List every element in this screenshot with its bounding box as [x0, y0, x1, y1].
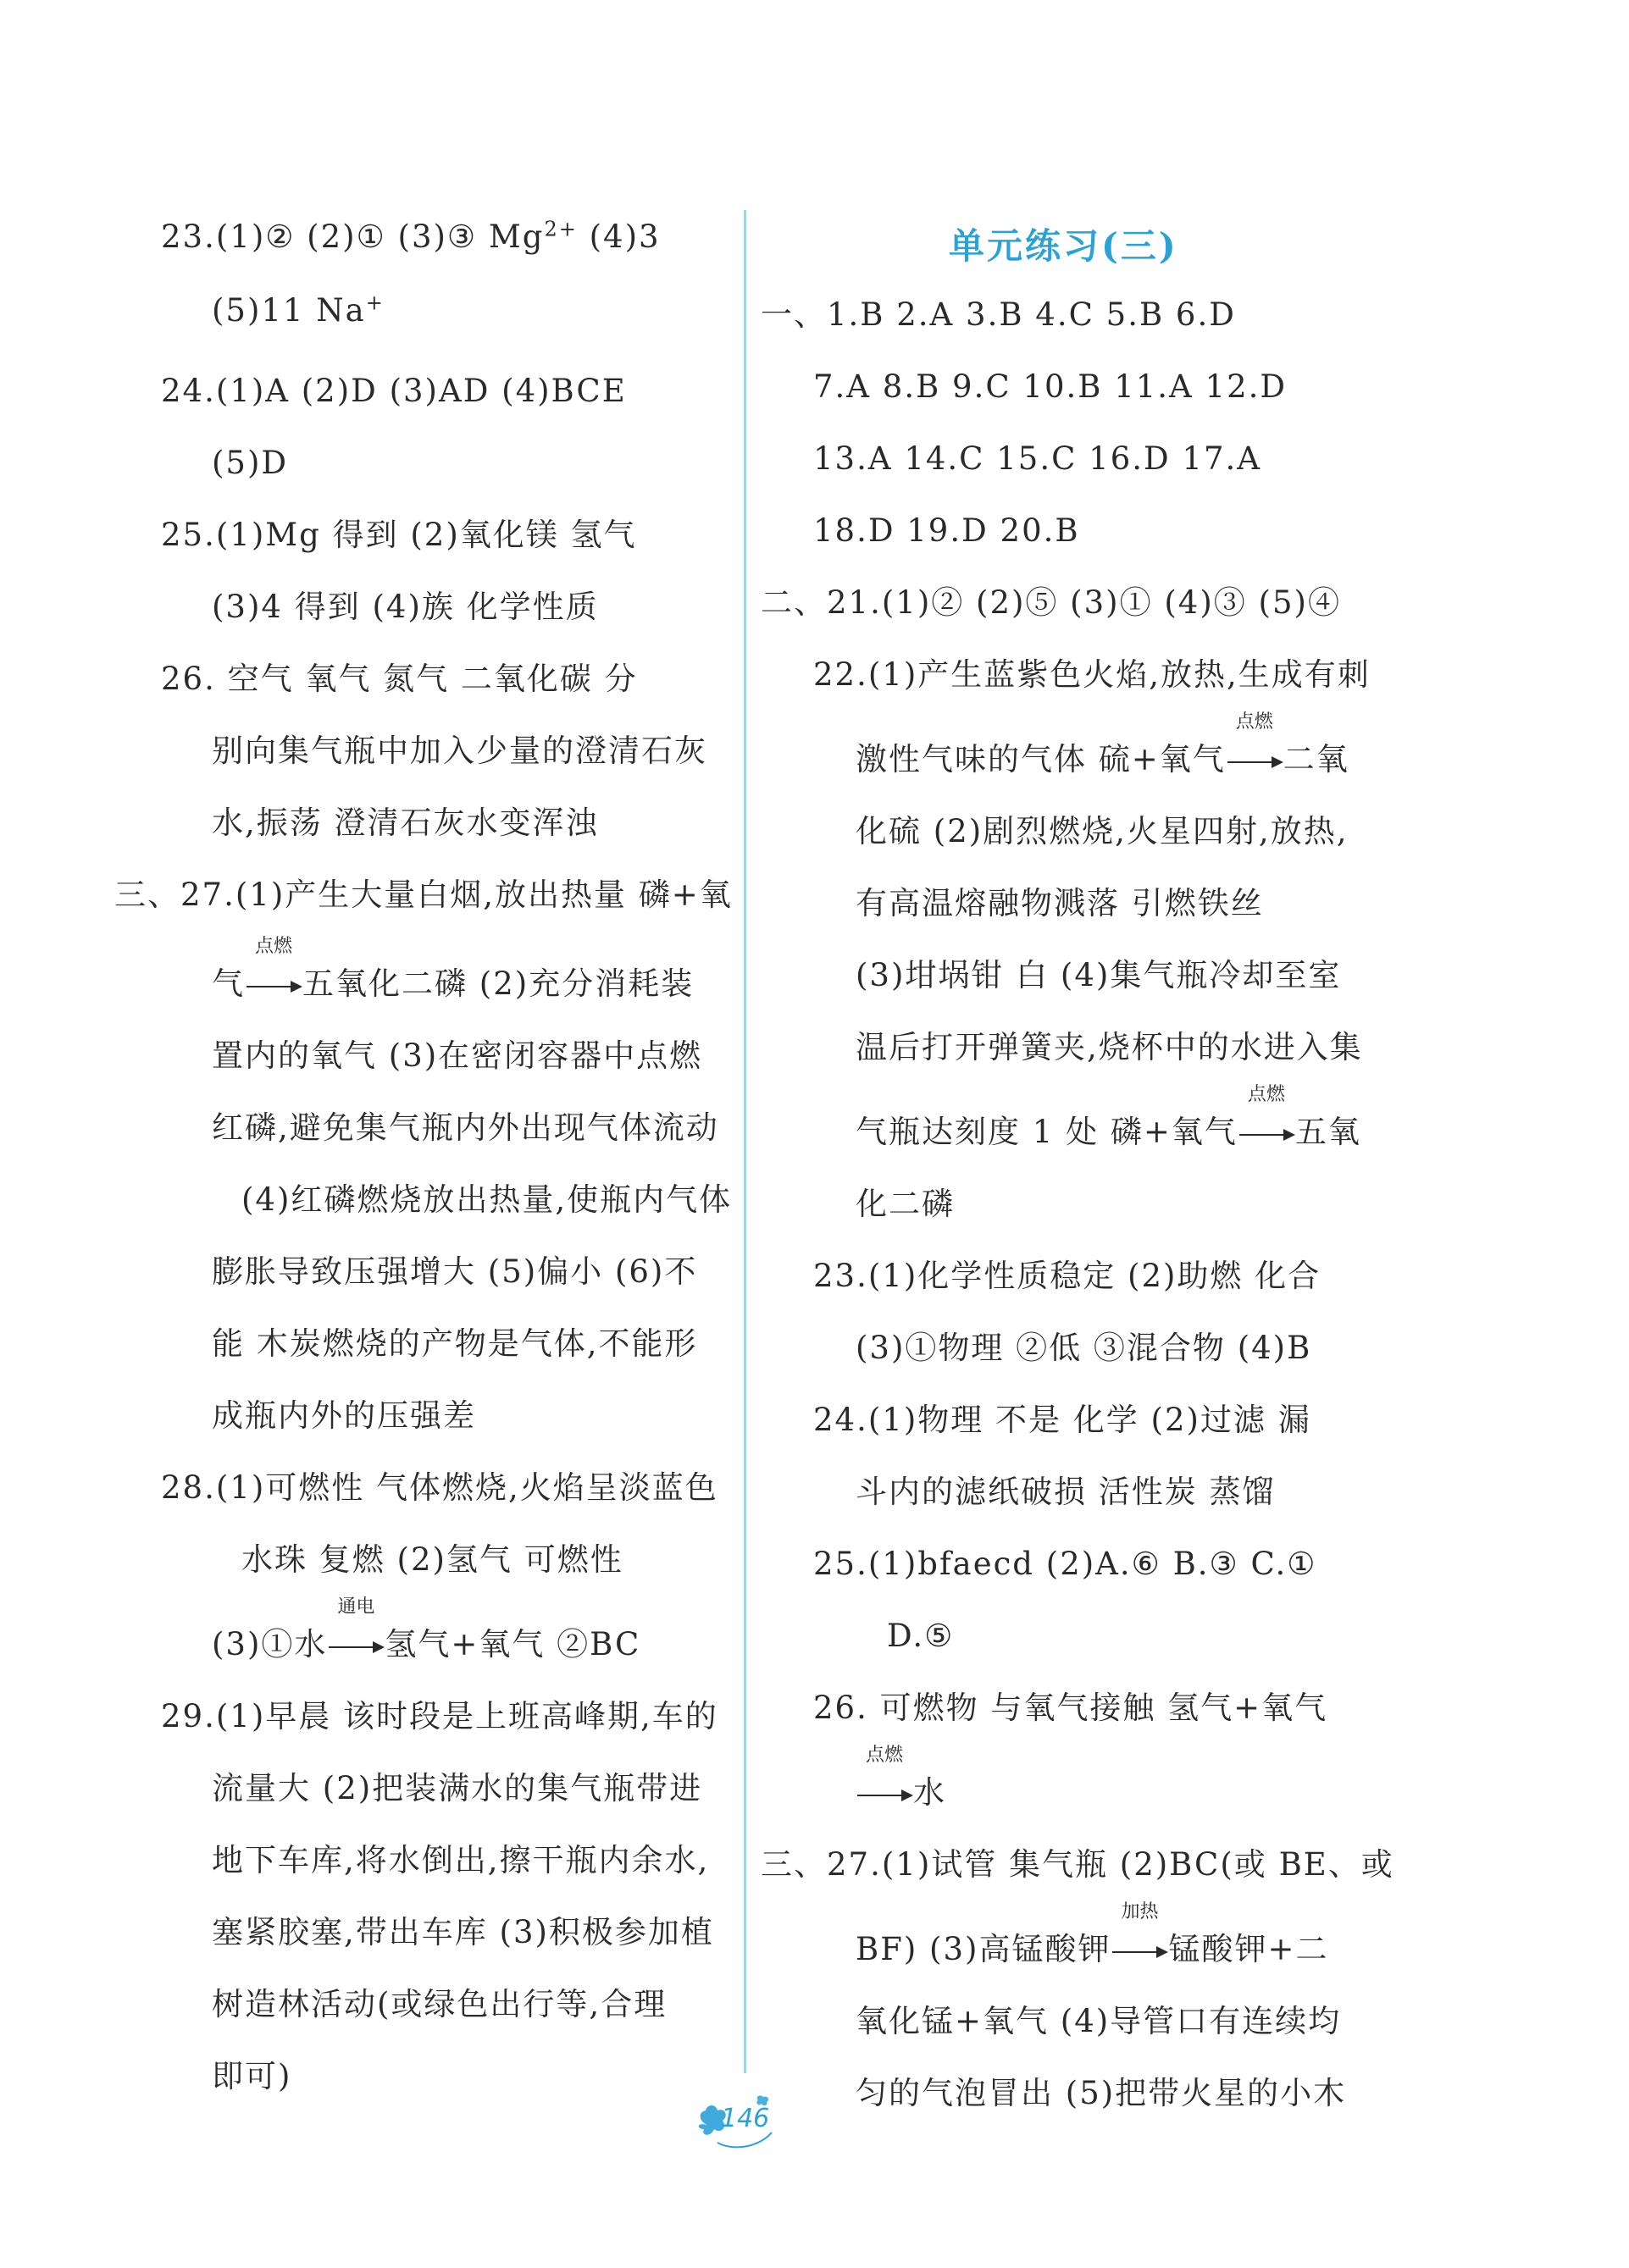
answer-line: 别向集气瓶中加入少量的澄清石灰 — [212, 733, 707, 769]
answer-line: 三、27.(1)产生大量白烟,放出热量 磷+氧 — [114, 877, 733, 913]
answer-line: 23.(1)化学性质稳定 (2)助燃 化合 — [813, 1258, 1321, 1294]
answer-line: (5)D — [212, 445, 289, 481]
reaction-condition: 点燃 — [1247, 1084, 1285, 1105]
reaction-arrow — [327, 1596, 385, 1670]
answer-line: 29.(1)早晨 该时段是上班高峰期,车的 — [161, 1698, 718, 1734]
answer-line: 26. 可燃物 与氧气接触 氢气+氧气 — [813, 1690, 1328, 1726]
answer-line: 25.(1)Mg 得到 (2)氧化镁 氢气 — [161, 517, 637, 553]
answer-line: (3)4 得到 (4)族 化学性质 — [212, 589, 599, 625]
answer-line: 斗内的滤纸破损 活性炭 蒸馏 — [856, 1474, 1276, 1510]
answer-text: 二氧 — [1283, 741, 1349, 777]
answer-line: (3)坩埚钳 白 (4)集气瓶冷却至室 — [856, 957, 1342, 993]
reaction-condition: 加热 — [1121, 1901, 1159, 1922]
answer-text: 五氧化二磷 (2)充分消耗装 — [302, 965, 695, 1002]
answer-text: 气 — [212, 965, 245, 1002]
reaction-condition: 点燃 — [865, 1745, 903, 1766]
answer-text: (4)3 — [577, 219, 661, 255]
arrow-icon — [329, 1646, 383, 1648]
page-number: 146 — [721, 2104, 770, 2133]
answer-line: (4)红磷燃烧放出热量,使瓶内气体 — [241, 1181, 733, 1218]
ion-symbol: Mg — [488, 219, 545, 255]
answer-line: 红磷,避免集气瓶内外出现气体流动 — [212, 1109, 719, 1146]
reaction-arrow — [856, 1745, 913, 1818]
answer-text: (5)11 — [212, 292, 317, 329]
arrow-icon — [857, 1795, 911, 1796]
answer-line: 氧化锰+氧气 (4)导管口有连续均 — [856, 2003, 1342, 2039]
reaction-arrow — [1238, 1084, 1295, 1158]
answer-text: 气瓶达刻度 1 处 磷+氧气 — [856, 1114, 1238, 1150]
ion-charge: + — [365, 290, 385, 315]
section-title: 单元练习(三) — [949, 225, 1178, 267]
reaction-condition: 通电 — [337, 1596, 375, 1618]
answer-line: 一、1.B 2.A 3.B 4.C 5.B 6.D — [761, 296, 1236, 333]
answer-line: D.⑤ — [887, 1618, 955, 1654]
answer-line: 7.A 8.B 9.C 10.B 11.A 12.D — [813, 368, 1288, 405]
answer-line: 28.(1)可燃性 气体燃烧,火焰呈淡蓝色 — [161, 1469, 718, 1506]
answer-text: 五氧 — [1294, 1114, 1361, 1150]
reaction-condition: 点燃 — [254, 936, 292, 957]
answer-line: 二、21.(1)② (2)⑤ (3)① (4)③ (5)④ — [761, 584, 1341, 621]
arrow-icon — [1239, 1134, 1294, 1136]
page-number-badge — [690, 2092, 784, 2151]
equation-line — [856, 1901, 1329, 1975]
equation-line — [856, 1084, 1361, 1158]
answer-line: 24.(1)物理 不是 化学 (2)过滤 漏 — [813, 1402, 1311, 1438]
answer-line: 置内的氧气 (3)在密闭容器中点燃 — [212, 1037, 703, 1074]
answer-line: 化硫 (2)剧烈燃烧,火星四射,放热, — [856, 813, 1349, 849]
answer-text: 水 — [913, 1774, 946, 1811]
answer-line: 水珠 复燃 (2)氢气 可燃性 — [241, 1541, 623, 1578]
answer-text: 激性气味的气体 硫+氧气 — [856, 741, 1226, 777]
reaction-arrow — [1226, 711, 1283, 785]
answer-line: 三、27.(1)试管 集气瓶 (2)BC(或 BE、或 — [761, 1846, 1394, 1883]
answer-line: (3)①物理 ②低 ③混合物 (4)B — [856, 1330, 1312, 1366]
answer-line: 13.A 14.C 15.C 16.D 17.A — [813, 440, 1261, 477]
answer-text: 锰酸钾+二 — [1168, 1931, 1329, 1967]
answer-line: 22.(1)产生蓝紫色火焰,放热,生成有刺 — [813, 656, 1371, 693]
reaction-condition: 点燃 — [1235, 711, 1273, 733]
answer-text: BF) (3)高锰酸钾 — [856, 1931, 1111, 1967]
answer-line: 即可) — [212, 2058, 292, 2094]
answer-line: 匀的气泡冒出 (5)把带火星的小木 — [856, 2075, 1347, 2111]
equation-line — [856, 711, 1349, 785]
equation-line — [212, 936, 695, 1010]
answer-text: (3)①水 — [212, 1626, 328, 1662]
reaction-arrow — [1111, 1901, 1168, 1975]
answer-line: 化二磷 — [856, 1186, 955, 1222]
answer-line: 18.D 19.D 20.B — [813, 512, 1080, 549]
ion-symbol: Na — [316, 292, 366, 329]
answer-text: 氢气+氧气 ②BC — [385, 1626, 641, 1662]
answer-line: 流量大 (2)把装满水的集气瓶带进 — [212, 1770, 703, 1806]
equation-line — [212, 1596, 641, 1670]
answer-line — [212, 285, 385, 336]
equation-line — [856, 1745, 946, 1818]
answer-text: 23.(1)② (2)① (3)③ — [161, 219, 489, 255]
reaction-arrow — [245, 936, 302, 1010]
ion-charge: 2+ — [544, 217, 578, 241]
answer-line: 24.(1)A (2)D (3)AD (4)BCE — [161, 373, 627, 409]
arrow-icon — [247, 986, 301, 987]
column-divider — [744, 210, 746, 2073]
arrow-icon — [1227, 761, 1282, 763]
answer-line — [161, 212, 661, 263]
answer-line: 25.(1)bfaecd (2)A.⑥ B.③ C.① — [813, 1546, 1317, 1582]
answer-line: 有高温熔融物溅落 引燃铁丝 — [856, 885, 1264, 921]
answer-line: 膨胀导致压强增大 (5)偏小 (6)不 — [212, 1253, 698, 1290]
arrow-icon — [1112, 1951, 1166, 1953]
answer-line: 树造林活动(或绿色出行等,合理 — [212, 1986, 668, 2022]
answer-line: 成瓶内外的压强差 — [212, 1397, 476, 1434]
answer-line: 26. 空气 氧气 氮气 二氧化碳 分 — [161, 661, 638, 697]
answer-line: 水,振荡 澄清石灰水变浑浊 — [212, 805, 599, 841]
answer-line: 塞紧胶塞,带出车库 (3)积极参加植 — [212, 1914, 714, 1950]
answer-line: 能 木炭燃烧的产物是气体,不能形 — [212, 1325, 698, 1362]
answer-line: 温后打开弹簧夹,烧杯中的水进入集 — [856, 1029, 1363, 1065]
answer-line: 地下车库,将水倒出,擦干瓶内余水, — [212, 1842, 710, 1878]
